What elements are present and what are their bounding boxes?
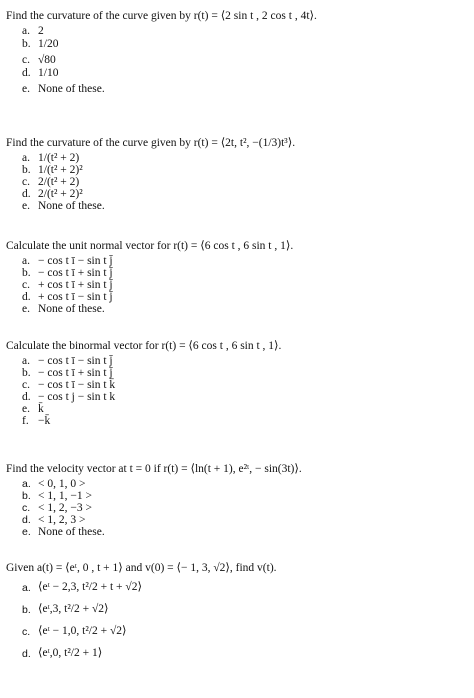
option-a[interactable] <box>22 255 468 267</box>
question-stem: Find the curvature of the curve given by r(t) = ⟨2 sin t , 2 cos t , 4t⟩. <box>6 10 317 22</box>
option-letter: a. <box>22 24 30 37</box>
option-e[interactable] <box>22 303 468 315</box>
option-letter: c. <box>22 175 30 188</box>
option-b[interactable] <box>22 267 468 279</box>
option-d[interactable] <box>22 391 468 403</box>
option-text: ⟨eᵗ,3, t²/2 + √2⟩ <box>38 602 109 615</box>
question-stem: Find the velocity vector at t = 0 if r(t) = ⟨ln(t + 1), e²ᵗ, − sin(3t)⟩. <box>6 463 302 475</box>
option-letter: e. <box>22 302 30 315</box>
option-letter: c. <box>22 378 30 391</box>
option-a[interactable] <box>22 355 468 367</box>
option-text: − cos t ī + sin t j̄ <box>38 366 113 379</box>
option-text: < 1, 2, −3 > <box>38 501 92 514</box>
option-c[interactable] <box>22 502 468 514</box>
option-c[interactable] <box>22 621 468 643</box>
option-letter: a. <box>22 254 30 267</box>
option-letter: a. <box>22 477 31 490</box>
option-letter: d. <box>22 187 31 200</box>
option-f[interactable] <box>22 415 468 427</box>
option-text: 1/10 <box>38 67 59 80</box>
option-letter: c. <box>22 278 30 291</box>
option-b[interactable] <box>22 490 468 502</box>
option-list <box>22 577 468 665</box>
option-e[interactable] <box>22 403 468 415</box>
option-letter: c. <box>22 53 30 66</box>
option-a[interactable] <box>22 478 468 490</box>
option-c[interactable] <box>22 379 468 391</box>
option-list <box>22 255 468 315</box>
option-letter: d. <box>22 647 31 660</box>
option-list <box>22 25 468 95</box>
option-c[interactable] <box>22 279 468 291</box>
option-list <box>22 478 468 538</box>
option-text: 2/(t² + 2) <box>38 175 80 188</box>
question-2 <box>6 137 468 212</box>
option-text: < 1, 1, −1 > <box>38 489 92 502</box>
option-letter: e. <box>22 402 30 415</box>
option-text: None of these. <box>38 82 105 95</box>
option-letter: e. <box>22 82 30 95</box>
option-text: + cos t ī + sin t j̄ <box>38 278 113 291</box>
question-3 <box>6 240 468 315</box>
option-text: None of these. <box>38 199 105 212</box>
option-d[interactable] <box>22 291 468 303</box>
option-letter: b. <box>22 603 31 616</box>
option-b[interactable] <box>22 599 468 621</box>
question-stem: Calculate the unit normal vector for r(t) = ⟨6 cos t , 6 sin t , 1⟩. <box>6 240 294 252</box>
option-letter: b. <box>22 163 31 176</box>
option-text: √80 <box>38 53 56 66</box>
option-text: 1/(t² + 2)² <box>38 163 83 176</box>
option-d[interactable] <box>22 188 468 200</box>
option-list <box>22 355 468 427</box>
option-text: − cos t ī − sin t k̄ <box>38 378 116 391</box>
option-e[interactable] <box>22 526 468 538</box>
option-text: − cos t ī + sin t j̄ <box>38 266 113 279</box>
question-stem: Given a(t) = ⟨eᵗ, 0 , t + 1⟩ and v(0) = ⟨− 1, 3, √2⟩, find v(t). <box>6 562 277 574</box>
option-a[interactable] <box>22 25 468 37</box>
question-6 <box>6 562 468 665</box>
option-letter: f. <box>22 414 29 427</box>
question-stem: Find the curvature of the curve given by r(t) = ⟨2t, t², −(1/3)t³⟩. <box>6 137 296 149</box>
option-letter: d. <box>22 390 31 403</box>
option-e[interactable] <box>22 83 468 95</box>
option-letter: e. <box>22 199 30 212</box>
option-text: 2/(t² + 2)² <box>38 187 83 200</box>
option-letter: c. <box>22 625 31 638</box>
question-1 <box>6 10 468 95</box>
option-text: 1/(t² + 2) <box>38 151 80 164</box>
question-4 <box>6 340 468 427</box>
option-letter: b. <box>22 489 31 502</box>
option-text: 2 <box>38 24 44 37</box>
option-text: 1/20 <box>38 38 59 51</box>
option-text: − cos t ī − sin t j̄ <box>38 254 113 267</box>
option-text: k̄ <box>38 402 44 415</box>
option-a[interactable] <box>22 577 468 599</box>
option-c[interactable] <box>22 54 468 66</box>
option-text: ⟨eᵗ,0, t²/2 + 1⟩ <box>38 646 103 659</box>
option-b[interactable] <box>22 367 468 379</box>
option-letter: b. <box>22 38 31 51</box>
option-b[interactable] <box>22 37 468 54</box>
option-letter: b. <box>22 266 31 279</box>
option-letter: a. <box>22 151 30 164</box>
option-letter: e. <box>22 525 31 538</box>
option-text: ⟨eᵗ − 2,3, t²/2 + t + √2⟩ <box>38 580 142 593</box>
option-text: −k̄ <box>38 414 51 427</box>
option-letter: a. <box>22 354 30 367</box>
question-stem: Calculate the binormal vector for r(t) = ⟨6 cos t , 6 sin t , 1⟩. <box>6 340 282 352</box>
option-text: − cos t ī − sin t j̄ <box>38 354 113 367</box>
option-letter: a. <box>22 581 31 594</box>
option-letter: d. <box>22 513 31 526</box>
option-list <box>22 152 468 212</box>
option-b[interactable] <box>22 164 468 176</box>
option-letter: b. <box>22 366 31 379</box>
option-text: None of these. <box>38 302 105 315</box>
option-d[interactable] <box>22 514 468 526</box>
option-a[interactable] <box>22 152 468 164</box>
option-e[interactable] <box>22 200 468 212</box>
option-letter: c. <box>22 501 31 514</box>
option-text: ⟨eᵗ − 1,0, t²/2 + √2⟩ <box>38 624 127 637</box>
option-d[interactable] <box>22 66 468 83</box>
option-letter: d. <box>22 67 31 80</box>
option-text: None of these. <box>38 525 105 538</box>
option-text: < 0, 1, 0 > <box>38 477 86 490</box>
option-text: + cos t ī − sin t j̄ <box>38 290 113 303</box>
option-letter: d. <box>22 290 31 303</box>
option-d[interactable] <box>22 643 468 665</box>
question-5 <box>6 463 468 538</box>
option-text: − cos t j − sin t k <box>38 390 116 403</box>
option-c[interactable] <box>22 176 468 188</box>
option-text: < 1, 2, 3 > <box>38 513 86 526</box>
